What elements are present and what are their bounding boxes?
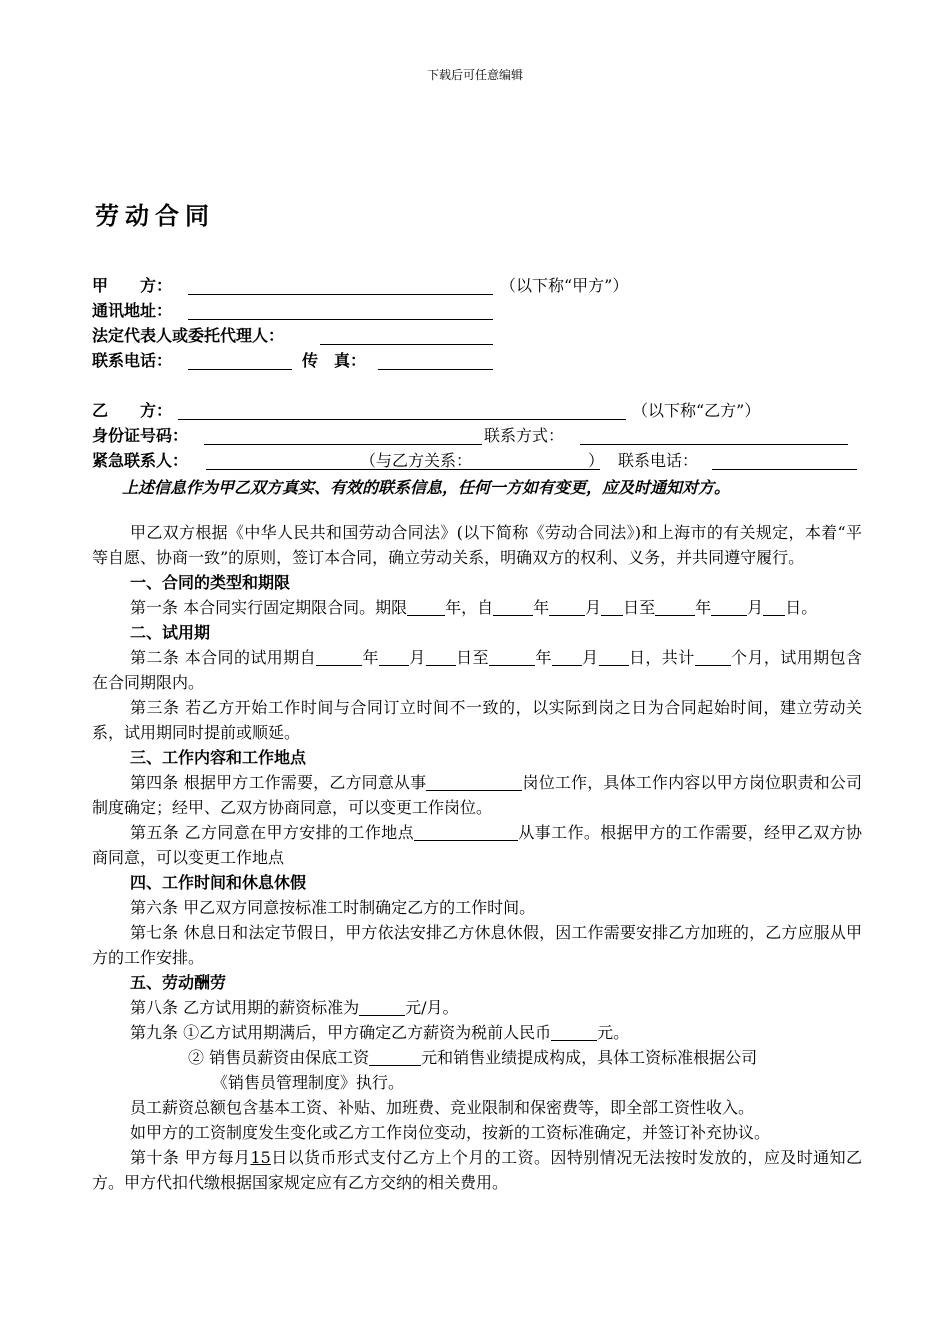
party-a-fax-label: 传 真： <box>302 351 367 370</box>
probation-end-month-blank[interactable] <box>552 649 582 666</box>
end-month-blank[interactable] <box>711 599 747 616</box>
start-year-blank[interactable] <box>493 599 533 616</box>
party-b-emergency-phone-label: 联系电话： <box>618 451 699 470</box>
article-3: 第三条 若乙方开始工作时间与合同订立时间不一致的，以实际到岗之日为合同起始时间，建立劳动关系，试用期同时提前或顺延。 <box>92 698 862 742</box>
intro-paragraph: 甲乙双方根据《中华人民共和国劳动合同法》(以下简称《劳动合同法》)和上海市的有关规定，本着“平等自愿、协商一致”的原则，签订本合同，确立劳动关系，明确双方的权利、义务，并共同遵守履行。 <box>92 523 862 567</box>
salary-total-paragraph: 员工薪资总额包含基本工资、补贴、加班费、竞业限制和保密费等，即全部工资性收入。 <box>130 1098 755 1117</box>
article-8: 第八条 乙方试用期的薪资标准为 元/月。 <box>130 998 459 1017</box>
start-day-blank[interactable] <box>601 599 623 616</box>
document-title: 劳动合同 <box>95 201 215 230</box>
probation-months-blank[interactable] <box>695 649 731 666</box>
section-1-heading: 一、合同的类型和期限 <box>130 573 291 592</box>
probation-start-month-blank[interactable] <box>379 649 409 666</box>
probation-start-day-blank[interactable] <box>426 649 456 666</box>
end-day-blank[interactable] <box>763 599 785 616</box>
party-b-name-label: 乙 方： <box>92 401 173 420</box>
article-1: 第一条 本合同实行固定期限合同。期限 年，自 年 月 日至 年 月 日。 <box>130 598 818 617</box>
article-5: 第五条 乙方同意在甲方安排的工作地点 从事工作。根据甲方的工作需要，经甲乙双方协商同意，可以变更工作地点 <box>92 823 862 867</box>
term-years-blank[interactable] <box>407 599 445 616</box>
probation-start-year-blank[interactable] <box>316 649 362 666</box>
party-a-address-field[interactable] <box>188 319 493 320</box>
party-b-name-suffix: （以下称“乙方”） <box>632 401 761 420</box>
probation-end-day-blank[interactable] <box>599 649 629 666</box>
section-3-heading: 三、工作内容和工作地点 <box>130 748 307 767</box>
party-a-rep-label: 法定代表人或委托代理人： <box>92 326 285 345</box>
work-location-blank[interactable] <box>414 824 518 841</box>
end-year-blank[interactable] <box>655 599 695 616</box>
party-b-contact-label: 联系方式： <box>484 426 565 445</box>
position-blank[interactable] <box>426 774 522 791</box>
party-b-relation-close: ） <box>588 451 605 470</box>
article-9-sub-2: ② 销售员薪资由保底工资 元和销售业绩提成构成，具体工资标准根据公司 <box>188 1048 758 1067</box>
party-b-emergency-label: 紧急联系人： <box>92 451 189 470</box>
probation-end-year-blank[interactable] <box>489 649 535 666</box>
salary-change-paragraph: 如甲方的工资制度发生变化或乙方工作岗位变动，按新的工资标准确定，并签订补充协议。 <box>130 1123 771 1142</box>
party-b-emergency-phone-field[interactable] <box>712 469 857 470</box>
party-a-name-label: 甲 方： <box>92 276 173 295</box>
article-2: 第二条 本合同的试用期自 年 月 日至 年 月 日，共计 个月，试用期包含在合同期限内。 <box>92 648 862 692</box>
header-note: 下载后可任意编辑 <box>426 68 523 82</box>
party-a-rep-field[interactable] <box>320 344 493 345</box>
info-notice: 上述信息作为甲乙双方真实、有效的联系信息，任何一方如有变更，应及时通知对方。 <box>122 478 731 497</box>
party-a-name-field[interactable] <box>188 294 493 295</box>
article-9: 第九条 ①乙方试用期满后，甲方确定乙方薪资为税前人民币 元。 <box>130 1023 630 1042</box>
party-b-id-label: 身份证号码： <box>92 426 189 445</box>
article-10: 第十条 甲方每月15日以货币形式支付乙方上个月的工资。因特别情况无法按时发放的，应及时通知乙方。甲方代扣代缴根据国家规定应有乙方交纳的相关费用。 <box>92 1148 862 1192</box>
base-salary-blank[interactable] <box>369 1049 421 1066</box>
start-month-blank[interactable] <box>549 599 585 616</box>
section-2-heading: 二、试用期 <box>130 623 211 642</box>
party-b-contact-field[interactable] <box>580 444 848 445</box>
article-9-sub-2-cont: 《销售员管理制度》执行。 <box>212 1073 405 1092</box>
party-b-name-field[interactable] <box>178 419 626 420</box>
party-a-phone-field[interactable] <box>188 369 292 370</box>
pay-day-value: 15 <box>250 1148 271 1167</box>
section-4-heading: 四、工作时间和休息休假 <box>130 873 307 892</box>
party-a-fax-field[interactable] <box>378 369 493 370</box>
article-7: 第七条 休息日和法定节假日，甲方依法安排乙方休息休假，因工作需要安排乙方加班的，乙方应服从甲方的工作安排。 <box>92 923 862 967</box>
party-a-address-label: 通讯地址： <box>92 301 173 320</box>
section-5-heading: 五、劳动酬劳 <box>130 973 227 992</box>
article-4: 第四条 根据甲方工作需要，乙方同意从事 岗位工作，具体工作内容以甲方岗位职责和公司制度确定；经甲、乙双方协商同意，可以变更工作岗位。 <box>92 773 862 817</box>
party-b-id-field[interactable] <box>204 444 482 445</box>
probation-salary-blank[interactable] <box>359 999 405 1016</box>
party-b-relation-label: （与乙方关系： <box>360 451 473 470</box>
party-a-phone-label: 联系电话： <box>92 351 173 370</box>
article-6: 第六条 甲乙双方同意按标准工时制确定乙方的工作时间。 <box>130 898 536 917</box>
contract-body <box>92 520 862 1195</box>
party-a-name-suffix: （以下称“甲方”） <box>500 276 629 295</box>
regular-salary-blank[interactable] <box>551 1024 597 1041</box>
